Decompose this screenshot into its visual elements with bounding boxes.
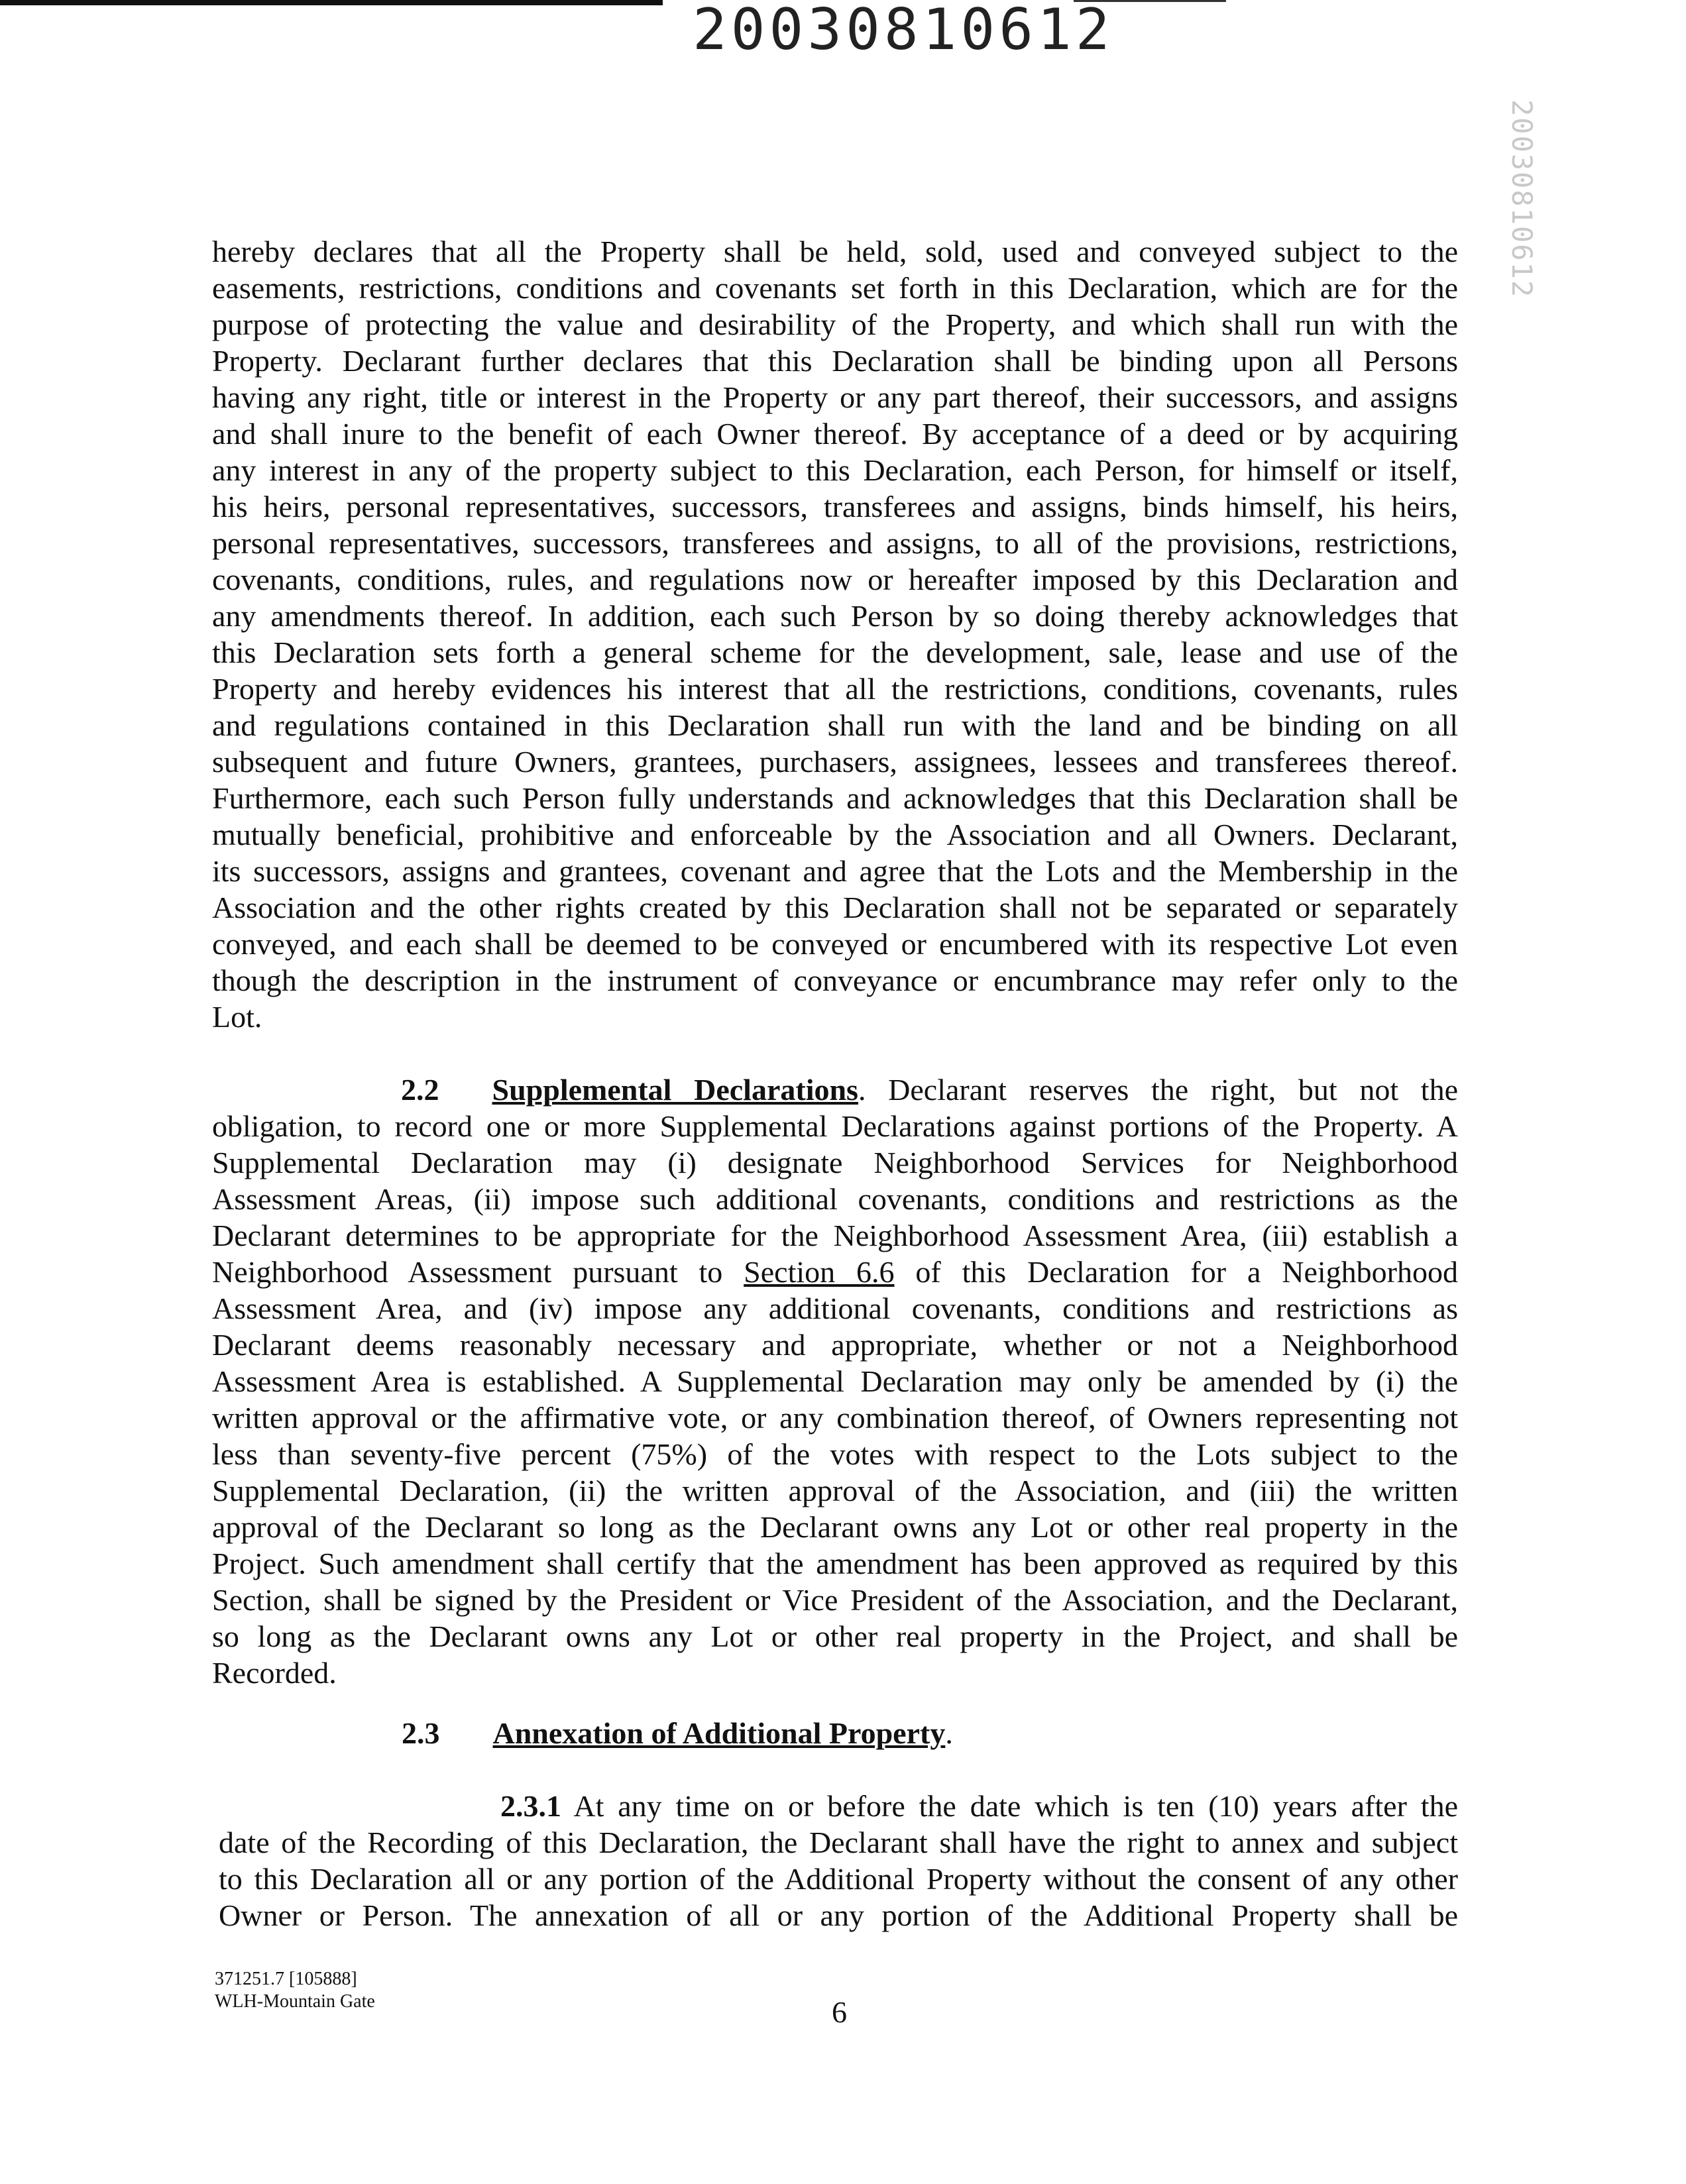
text-line: having any right, title or interest in the Property or any part thereof, their successors, and assigns	[212, 380, 1458, 414]
text-line: approval of the Declarant so long as the Declarant owns any Lot or other real property in the	[212, 1510, 1458, 1544]
text-line: though the description in the instrument of conveyance or encumbrance may refer only to the	[212, 963, 1458, 997]
section-2-3-1	[219, 1788, 1458, 1934]
text-line: to this Declaration all or any portion of the Additional Property without the consent of any other	[219, 1862, 1458, 1896]
side-stamp: 20030810612	[1506, 99, 1538, 299]
text-line: Supplemental Declaration, (ii) the written approval of the Association, and (iii) the written	[212, 1474, 1458, 1507]
footer-reference	[215, 1968, 375, 2013]
text-line: hereby declares that all the Property shall be held, sold, used and conveyed subject to the	[212, 235, 1458, 268]
text-line: and regulations contained in this Declaration shall run with the land and be binding on all	[212, 708, 1458, 742]
text-line: this Declaration sets forth a general scheme for the development, sale, lease and use of the	[212, 635, 1458, 669]
paragraph-declaration-binding	[212, 233, 1458, 1035]
section-title: Supplemental Declarations	[492, 1073, 858, 1107]
section-2-2-first-line	[212, 1071, 1458, 1108]
text-line: less than seventy-five percent (75%) of the votes with respect to the Lots subject to the	[212, 1437, 1458, 1471]
document-number: 20030810612	[693, 0, 1114, 63]
text-line: mutually beneficial, prohibitive and enforceable by the Association and all Owners. Declarant,	[212, 818, 1458, 851]
text-line: Property and hereby evidences his interest that all the restrictions, conditions, covenants, rules	[212, 672, 1458, 706]
text-line: its successors, assigns and grantees, covenant and agree that the Lots and the Membership in the	[212, 854, 1458, 888]
text-line: Project. Such amendment shall certify that the amendment has been approved as required by this	[212, 1547, 1458, 1580]
text-line: Supplemental Declaration may (i) designate Neighborhood Services for Neighborhood	[212, 1146, 1458, 1179]
text-line: Furthermore, each such Person fully understands and acknowledges that this Declaration shall be	[212, 781, 1458, 815]
text-line: personal representatives, successors, transferees and assigns, to all of the provisions, restrictions,	[212, 526, 1458, 560]
section-2-3-1-first-line: 2.3.1 At any time on or before the date which is ten (10) years after the	[500, 1789, 1458, 1823]
text-line: Section, shall be signed by the President or Vice President of the Association, and the Declarant,	[212, 1583, 1458, 1617]
text-line: any amendments thereof. In addition, each such Person by so doing thereby acknowledges that	[212, 599, 1458, 633]
text-line: date of the Recording of this Declaration, the Declarant shall have the right to annex and subject	[219, 1826, 1458, 1859]
text-line: Assessment Area, and (iv) impose any additional covenants, conditions and restrictions as	[212, 1291, 1458, 1325]
text-line: any interest in any of the property subject to this Declaration, each Person, for himself or itself,	[212, 453, 1458, 487]
text-line: obligation, to record one or more Supplemental Declarations against portions of the Property. A	[212, 1109, 1458, 1143]
page-number: 6	[832, 1995, 847, 2029]
section-reference-link: Section 6.6	[744, 1255, 895, 1289]
text-line: subsequent and future Owners, grantees, purchasers, assignees, lessees and transferees thereof.	[212, 745, 1458, 779]
section-2-2	[212, 1071, 1458, 1691]
section-2-3-heading: 2.3 Annexation of Additional Property.	[402, 1716, 953, 1750]
top-scan-bar	[0, 0, 663, 5]
text-line: Declarant deems reasonably necessary and appropriate, whether or not a Neighborhood	[212, 1328, 1458, 1362]
text-line: Property. Declarant further declares that this Declaration shall be binding upon all Persons	[212, 344, 1458, 378]
section-number: 2.3	[402, 1716, 440, 1750]
text-line: covenants, conditions, rules, and regulations now or hereafter imposed by this Declaration and	[212, 563, 1458, 596]
section-2-2-line-6: Neighborhood Assessment pursuant to Section 6.6 of this Declaration for a Neighborhood	[212, 1255, 1458, 1289]
text-line: easements, restrictions, conditions and covenants set forth in this Declaration, which are for the	[212, 271, 1458, 305]
text-line: Assessment Area is established. A Supplemental Declaration may only be amended by (i) the	[212, 1364, 1458, 1398]
text-line: his heirs, personal representatives, successors, transferees and assigns, binds himself, his heirs,	[212, 490, 1458, 523]
text-line: Recorded.	[212, 1656, 337, 1690]
section-number: 2.3.1	[500, 1789, 561, 1823]
footer-project: WLH-Mountain Gate	[215, 1991, 375, 2012]
text-line: Assessment Areas, (ii) impose such additional covenants, conditions and restrictions as the	[212, 1182, 1458, 1216]
section-2-2-line-1: . Declarant reserves the right, but not the	[858, 1073, 1459, 1107]
text-line: Association and the other rights created by this Declaration shall not be separated or separately	[212, 891, 1458, 924]
text-line: purpose of protecting the value and desirability of the Property, and which shall run with the	[212, 307, 1458, 341]
footer-doc-ref: 371251.7 [105888]	[215, 1969, 357, 1989]
section-title: Annexation of Additional Property	[492, 1716, 946, 1750]
section-number: 2.2	[401, 1073, 439, 1107]
text-line: conveyed, and each shall be deemed to be conveyed or encumbered with its respective Lot even	[212, 927, 1458, 961]
text-line: and shall inure to the benefit of each Owner thereof. By acceptance of a deed or by acquiring	[212, 417, 1458, 451]
text-line: Lot.	[212, 1000, 262, 1034]
text-line: so long as the Declarant owns any Lot or other real property in the Project, and shall be	[212, 1619, 1458, 1653]
text-line: Owner or Person. The annexation of all or any portion of the Additional Property shall be	[219, 1898, 1458, 1932]
text-line: Declarant determines to be appropriate for the Neighborhood Assessment Area, (iii) establish a	[212, 1219, 1458, 1252]
text-line: written approval or the affirmative vote, or any combination thereof, of Owners representing not	[212, 1401, 1458, 1435]
